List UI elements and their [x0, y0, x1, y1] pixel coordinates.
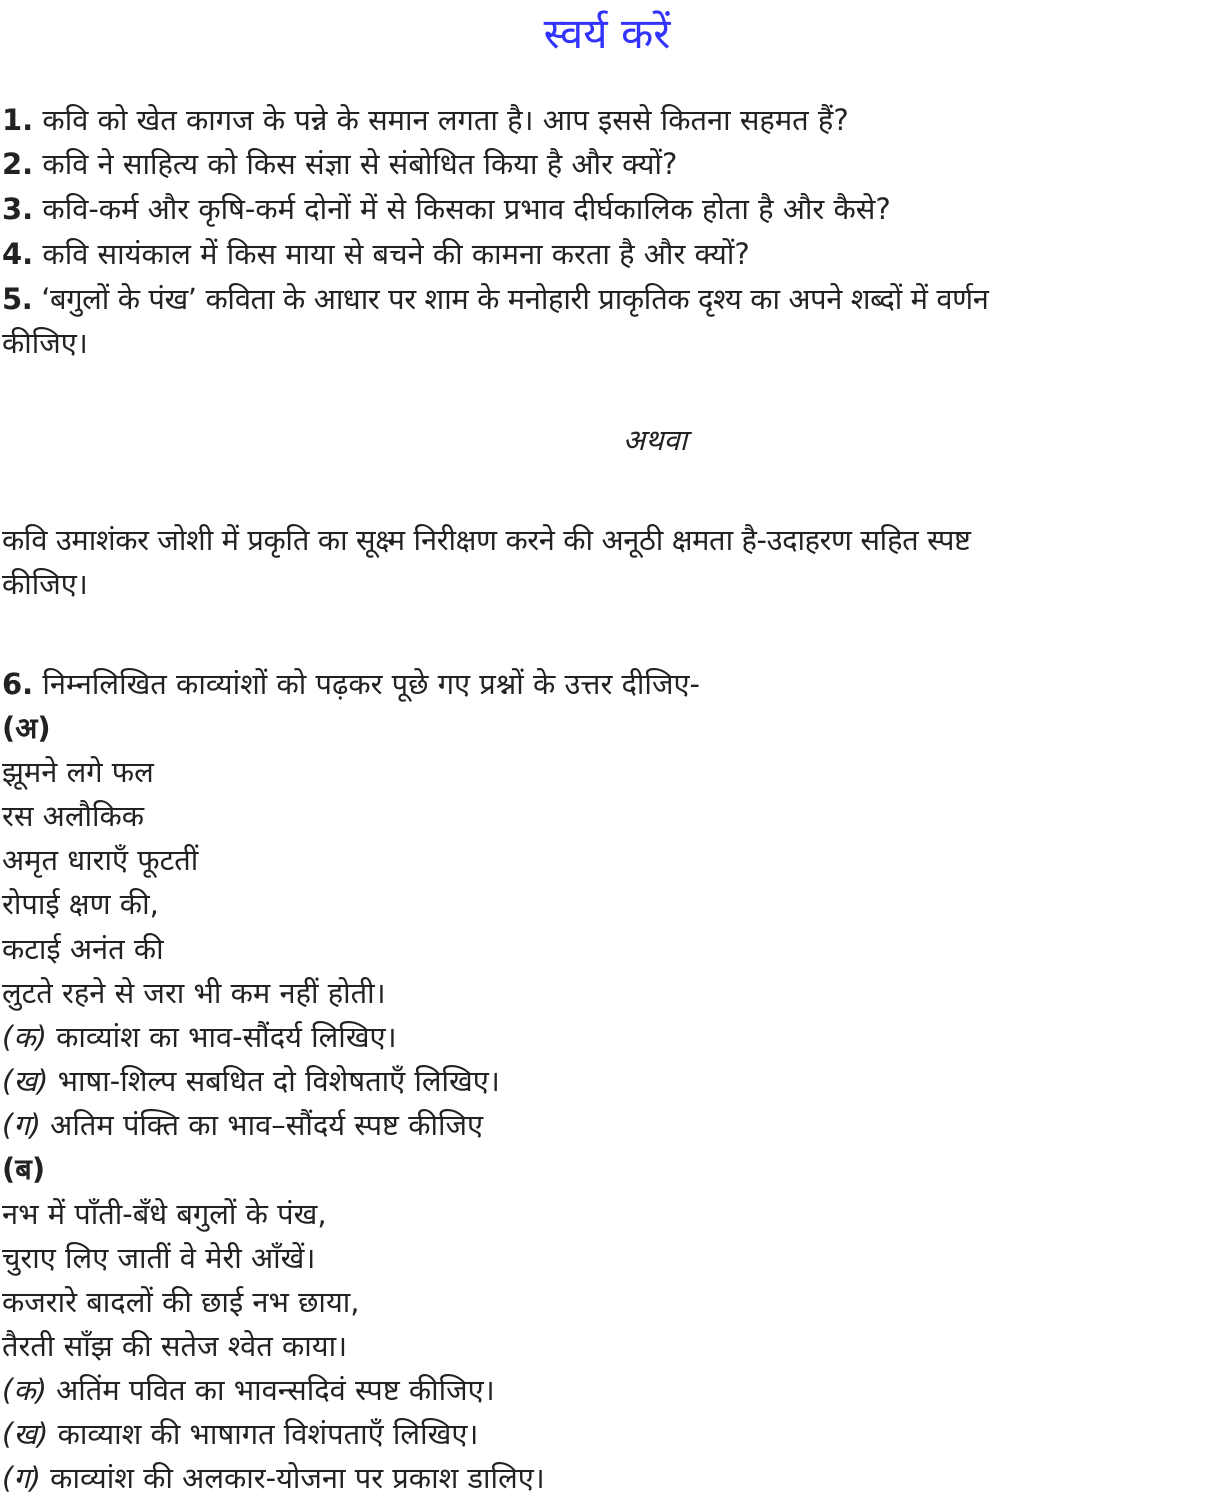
sub-question-mark: (ख) [2, 1064, 49, 1098]
poem-line: चुराए लिए जातीं वे मेरी आँखें। [2, 1241, 316, 1275]
poem-line: नभ में पाँती-बँधे बगुलों के पंख, [2, 1197, 327, 1231]
poem-line: कजरारे बादलों की छाई नभ छाया, [2, 1285, 360, 1319]
question-5-continued: कीजिए। [2, 326, 88, 360]
question-text: ‘बगुलों के पंख’ कविता के आधार पर शाम के मनोहारी प्राकृतिक दृश्य का अपने शब्दों में वर्णन [32, 282, 989, 316]
poem-line: रोपाई क्षण की, [2, 887, 159, 921]
question-1 [2, 98, 849, 142]
alternate-question-line-1: कवि उमाशंकर जोशी में प्रकृति का सूक्ष्म निरीक्षण करने की अनूठी क्षमता है-उदाहरण सहित स्पष्ट [2, 523, 971, 557]
question-number: 1. [2, 103, 34, 137]
poem-line: अमृत धाराएँ फूटतीं [2, 843, 199, 877]
sub-question-mark: (ख) [2, 1417, 49, 1451]
poem-line: कटाई अनंत की [2, 932, 164, 966]
poem-line: लुटते रहने से जरा भी कम नहीं होती। [2, 976, 386, 1010]
question-number: 3. [2, 192, 34, 226]
sub-question-mark: (क) [2, 1373, 47, 1407]
question-text: कवि सायंकाल में किस माया से बचने की कामना करता है और क्यों? [33, 237, 750, 271]
question-4 [2, 232, 750, 276]
question-number: 6. [2, 667, 34, 701]
sub-question-mark: (क) [2, 1020, 47, 1054]
sub-question [2, 1456, 545, 1500]
sub-question-text: अतिम पंक्ति का भाव–सौंदर्य स्पष्ट कीजिए [40, 1108, 484, 1142]
sub-question-mark: (ग) [2, 1108, 41, 1142]
page-title: स्वर्य करें [543, 9, 671, 58]
part-a-label: (अ) [2, 711, 51, 745]
question-3 [2, 187, 891, 231]
sub-question-text: भाषा-शिल्प सबधित दो विशेषताएँ लिखिए। [48, 1064, 500, 1098]
sub-question [2, 1015, 397, 1059]
sub-question [2, 1103, 483, 1147]
poem-line: झूमने लगे फल [2, 755, 154, 789]
sub-question [2, 1059, 500, 1103]
sub-question-text: अतिंम पवित का भावन्सदिवं स्पष्ट कीजिए। [46, 1373, 495, 1407]
question-text: कवि-कर्म और कृषि-कर्म दोनों में से किसका प्रभाव दीर्घकालिक होता है और कैसे? [33, 192, 891, 226]
sub-question [2, 1368, 495, 1412]
or-separator: अथवा [622, 423, 688, 457]
poem-line: तैरती साँझ की सतेज श्वेत काया। [2, 1329, 348, 1363]
question-5 [2, 277, 988, 321]
question-text: कवि को खेत कागज के पन्ने के समान लगता है। आप इससे कितना सहमत हैं? [33, 103, 849, 137]
question-number: 5. [2, 282, 33, 316]
sub-question [2, 1412, 478, 1456]
question-text: निम्नलिखित काव्यांशों को पढ़कर पूछे गए प्रश्नों के उत्तर दीजिए- [33, 667, 700, 701]
question-2 [2, 142, 677, 186]
part-b-label: (ब) [2, 1152, 46, 1186]
question-number: 2. [2, 147, 34, 181]
question-text: कवि ने साहित्य को किस संज्ञा से संबोधित किया है और क्यों? [33, 147, 678, 181]
poem-line: रस अलौकिक [2, 799, 145, 833]
sub-question-mark: (ग) [2, 1461, 41, 1495]
sub-question-text: काव्यांश की अलकार-योजना पर प्रकाश डालिए। [40, 1461, 545, 1495]
alternate-question-line-2: कीजिए। [2, 567, 88, 601]
sub-question-text: काव्यांश का भाव-सौंदर्य लिखिए। [46, 1020, 397, 1054]
sub-question-text: काव्याश की भाषागत विशंपताएँ लिखिए। [48, 1417, 479, 1451]
question-number: 4. [2, 237, 34, 271]
question-6 [2, 662, 700, 706]
